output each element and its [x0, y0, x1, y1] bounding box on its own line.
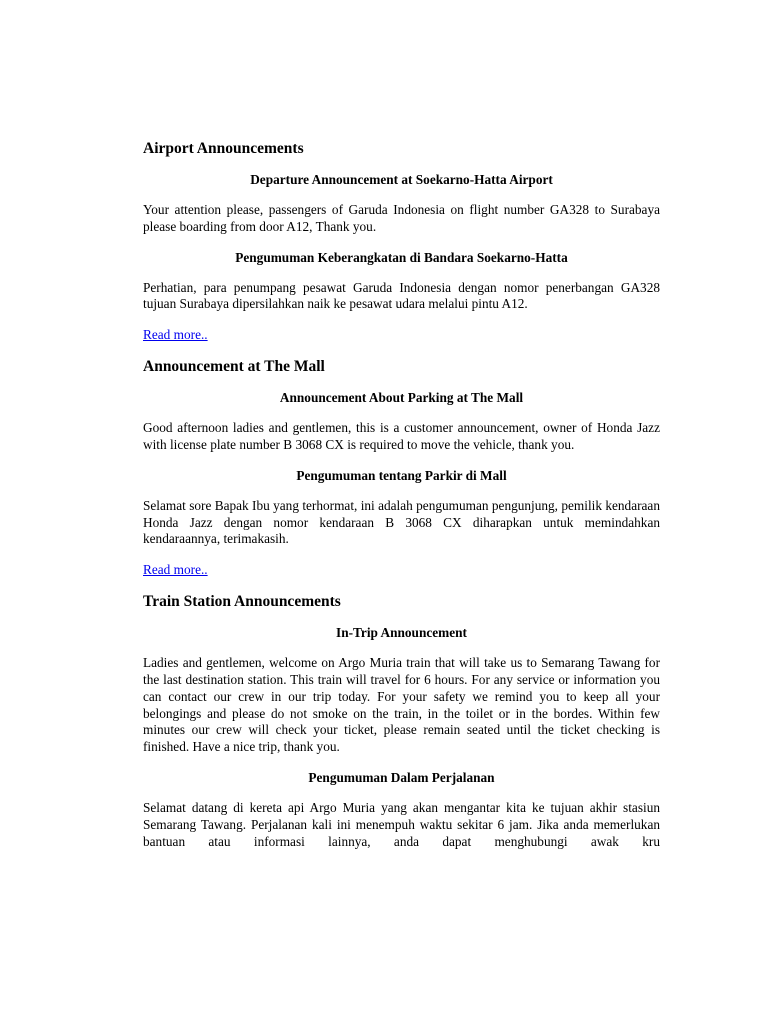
- heading-parking-id: Pengumuman tentang Parkir di Mall: [296, 467, 507, 483]
- paragraph-parking-en: Good afternoon ladies and gentlemen, this is a customer announcement, owner of Honda Jazz with license plate number B 3068 CX is required to move the vehicle, thank you.: [143, 420, 660, 452]
- paragraph-parking-id: Selamat sore Bapak Ibu yang terhormat, ini adalah pengumuman pengunjung, pemilik kendaraan Honda Jazz dengan nomor kendaraan B 3068 CX diharapkan untuk memindahkan kendaraannya, terimakasih.: [143, 497, 660, 547]
- heading-intrip-id: Pengumuman Dalam Perjalanan: [308, 769, 495, 785]
- read-more-link-airport[interactable]: Read more..: [143, 327, 208, 343]
- paragraph-intrip-id: Selamat datang di kereta api Argo Muria yang akan mengantar kita ke tujuan akhir stasiun Semarang Tawang. Perjalanan kali ini menempuh waktu sekitar 6 jam. Jika anda memerlukan bantuan atau informasi lainnya, anda dapat menghubungi awak kru: [143, 799, 660, 849]
- paragraph-departure-id: Perhatian, para penumpang pesawat Garuda Indonesia dengan nomor penerbangan GA328 tujuan Surabaya dipersilahkan naik ke pesawat udara melalui pintu A12.: [143, 279, 660, 312]
- document-page: [143, 139, 660, 850]
- section-title-train: Train Station Announcements: [143, 593, 341, 611]
- heading-parking-en: Announcement About Parking at The Mall: [279, 390, 524, 406]
- read-more-link-mall[interactable]: Read more..: [143, 562, 208, 578]
- section-title-airport: Airport Announcements: [143, 140, 304, 157]
- paragraph-intrip-en: Ladies and gentlemen, welcome on Argo Muria train that will take us to Semarang Tawang for the last destination station. This train will travel for 6 hours. For any service or information you can contact our crew in our trip today. For your safety we remind you to keep all your belongings and please do not smoke on the train, in the toilet or in the bordes. Within few minutes our crew will check your ticket, please remain seated until the ticket checking is finished. Have a nice trip, thank you.: [143, 655, 660, 755]
- heading-departure-en: Departure Announcement at Soekarno-Hatta Airport: [250, 172, 553, 187]
- heading-intrip-en: In-Trip Announcement: [336, 625, 467, 641]
- paragraph-departure-en: Your attention please, passengers of Garuda Indonesia on flight number GA328 to Surabaya please boarding from door A12, Thank you.: [143, 202, 660, 234]
- heading-departure-id: Pengumuman Keberangkatan di Bandara Soekarno-Hatta: [235, 249, 568, 265]
- section-title-mall: Announcement at The Mall: [143, 358, 325, 376]
